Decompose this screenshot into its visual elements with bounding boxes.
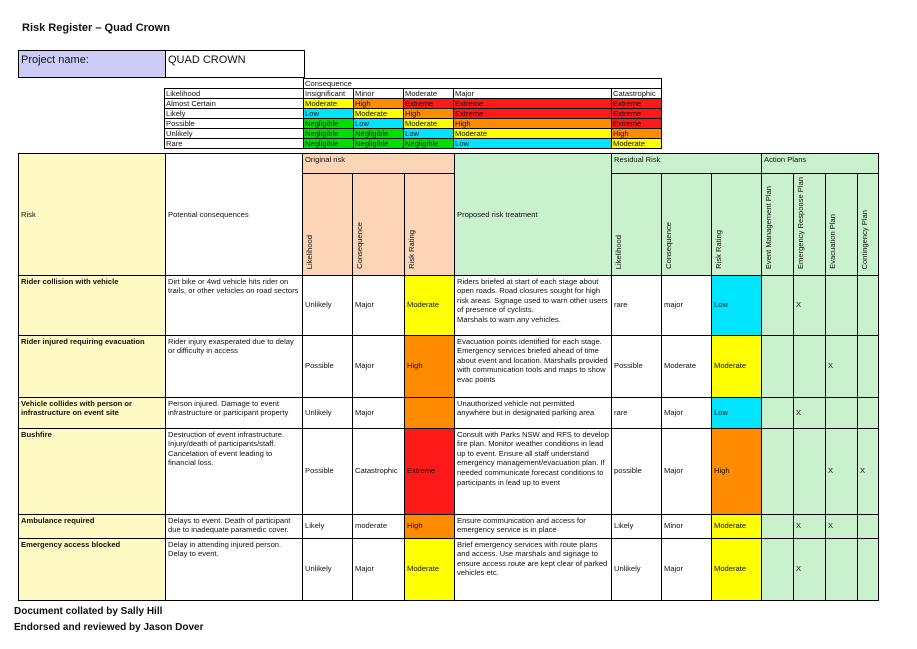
register-orig-risk-rating: High [405, 514, 455, 538]
register-action-contingency-plan [858, 397, 879, 428]
matrix-rating-cell: High [612, 129, 662, 139]
project-name-value: QUAD CROWN [168, 54, 246, 66]
matrix-rating-cell: Negligible [304, 129, 354, 139]
matrix-likelihood-label: Likelihood [165, 89, 304, 99]
register-risk: Emergency access blocked [19, 538, 166, 600]
register-orig-risk-rating: Moderate [405, 275, 455, 335]
register-action-event-management-plan [762, 514, 794, 538]
risk-matrix [164, 78, 662, 149]
register-orig-risk-rating: Extreme [405, 428, 455, 514]
register-action-evacuation-plan [826, 397, 858, 428]
matrix-consequence-header: Minor [354, 89, 404, 99]
register-row [19, 397, 879, 428]
register-action-evacuation-plan: X [826, 428, 858, 514]
register-res-risk-rating: Moderate [712, 514, 762, 538]
register-orig-likelihood: Possible [303, 428, 353, 514]
matrix-row [165, 119, 662, 129]
register-action-event-management-plan [762, 335, 794, 397]
matrix-rating-cell: Negligible [304, 119, 354, 129]
matrix-rating-cell: Negligible [354, 139, 404, 149]
header-evacuation-plan: Evacuation Plan [826, 174, 858, 276]
header-residual-risk: Residual Risk [612, 154, 762, 174]
register-res-likelihood: rare [612, 397, 662, 428]
register-orig-likelihood: Possible [303, 335, 353, 397]
matrix-likelihood: Unlikely [165, 129, 304, 139]
matrix-consequence-header: Moderate [404, 89, 454, 99]
register-action-contingency-plan [858, 514, 879, 538]
register-risk: Rider collision with vehicle [19, 275, 166, 335]
matrix-rating-cell: Negligible [304, 139, 354, 149]
register-orig-likelihood: Likely [303, 514, 353, 538]
register-orig-likelihood: Unlikely [303, 538, 353, 600]
register-action-emergency-response-plan [794, 335, 826, 397]
register-action-emergency-response-plan: X [794, 538, 826, 600]
register-res-consequence: Major [662, 428, 712, 514]
register-res-risk-rating: Moderate [712, 538, 762, 600]
header-original-risk: Original risk [303, 154, 455, 174]
matrix-consequence-header: Major [454, 89, 612, 99]
matrix-likelihood: Almost Certain [165, 99, 304, 109]
project-name-label: Project name: [19, 51, 166, 77]
register-action-evacuation-plan [826, 538, 858, 600]
register-orig-consequence: Major [353, 397, 405, 428]
matrix-likelihood: Likely [165, 109, 304, 119]
register-potential-consequences: Delay in attending injured person. Delay to event. [166, 538, 303, 600]
matrix-row [165, 99, 662, 109]
register-orig-consequence: moderate [353, 514, 405, 538]
register-orig-risk-rating: High [405, 397, 455, 428]
header-consequences: Potential consequences [166, 154, 303, 276]
matrix-rating-cell: Extreme [612, 109, 662, 119]
matrix-rating-cell: High [354, 99, 404, 109]
register-res-likelihood: Possible [612, 335, 662, 397]
register-action-event-management-plan [762, 428, 794, 514]
matrix-row [165, 129, 662, 139]
header-risk: Risk [19, 154, 166, 276]
matrix-consequence-header: Catastrophic [612, 89, 662, 99]
header-action-plans: Action Plans [762, 154, 879, 174]
matrix-likelihood: Rare [165, 139, 304, 149]
matrix-consequence-header: Insignificant [304, 89, 354, 99]
header-treatment: Proposed risk treatment [455, 154, 612, 276]
register-action-event-management-plan [762, 538, 794, 600]
register-risk-treatment: Brief emergency services with route plans and access. Use marshals and signage to ensure access route are kept clear of parked vehicles etc. [455, 538, 612, 600]
register-risk-treatment: Evacuation points identified for each stage. Emergency services briefed ahead of time about event and location. Marshalls provided with communication tools and maps to show evac points [455, 335, 612, 397]
register-potential-consequences: Delays to event. Death of participant due to inadequate paramedic cover. [166, 514, 303, 538]
register-risk-treatment: Riders briefed at start of each stage about open roads. Road closures sought for high risk areas. Signage used to warn other users of presence of cyclists. Marshals to warn any vehicles. [455, 275, 612, 335]
register-action-evacuation-plan: X [826, 514, 858, 538]
header-res-risk-rating: Risk Rating [712, 174, 762, 276]
footer-endorsed: Endorsed and reviewed by Jason Dover [14, 622, 204, 633]
register-res-consequence: Moderate [662, 335, 712, 397]
register-res-likelihood: rare [612, 275, 662, 335]
matrix-row [165, 139, 662, 149]
register-action-contingency-plan [858, 275, 879, 335]
register-orig-consequence: Major [353, 335, 405, 397]
header-res-likelihood: Likelihood [612, 174, 662, 276]
matrix-rating-cell: Extreme [612, 119, 662, 129]
matrix-rating-cell: Low [354, 119, 404, 129]
register-risk: Rider injured requiring evacuation [19, 335, 166, 397]
register-row [19, 428, 879, 514]
register-row [19, 275, 879, 335]
register-row [19, 514, 879, 538]
matrix-rating-cell: Moderate [304, 99, 354, 109]
matrix-rating-cell: Negligible [354, 129, 404, 139]
register-res-consequence: Minor [662, 514, 712, 538]
register-row [19, 335, 879, 397]
register-res-risk-rating: Moderate [712, 335, 762, 397]
header-contingency-plan: Contingency Plan [858, 174, 879, 276]
matrix-rating-cell: Moderate [454, 129, 612, 139]
register-action-emergency-response-plan: X [794, 397, 826, 428]
matrix-rating-cell: Moderate [404, 119, 454, 129]
register-risk: Ambulance required [19, 514, 166, 538]
matrix-rating-cell: Low [304, 109, 354, 119]
matrix-rating-cell: Low [404, 129, 454, 139]
matrix-rating-cell: Moderate [354, 109, 404, 119]
risk-register-table [18, 153, 879, 601]
matrix-rating-cell: Low [454, 139, 612, 149]
register-potential-consequences: Person injured. Damage to event infrastructure or participant property [166, 397, 303, 428]
register-action-contingency-plan: X [858, 428, 879, 514]
header-res-consequence: Consequence [662, 174, 712, 276]
register-action-emergency-response-plan: X [794, 514, 826, 538]
register-res-risk-rating: Low [712, 275, 762, 335]
matrix-rating-cell: Negligible [404, 139, 454, 149]
register-risk-treatment: Consult with Parks NSW and RFS to develop fire plan. Monitor weather conditions in lead up to event. Ensure all staff understand emergency management/evacuation plan. If needed communicate forecast conditions to participants in lead up to event [455, 428, 612, 514]
register-res-consequence: major [662, 275, 712, 335]
register-orig-consequence: Major [353, 538, 405, 600]
register-risk-treatment: Ensure communication and access for emergency service is in place [455, 514, 612, 538]
header-orig-likelihood: Likelihood [303, 174, 353, 276]
register-orig-risk-rating: Moderate [405, 538, 455, 600]
register-res-likelihood: Unlikely [612, 538, 662, 600]
matrix-consequence-label: Consequence [304, 79, 662, 89]
register-action-contingency-plan [858, 538, 879, 600]
register-potential-consequences: Destruction of event infrastructure. Injury/death of participants/staff. Cancelation of event leading to financial loss. [166, 428, 303, 514]
register-action-event-management-plan [762, 275, 794, 335]
register-action-contingency-plan [858, 335, 879, 397]
matrix-rating-cell: Moderate [612, 139, 662, 149]
register-risk: Bushfire [19, 428, 166, 514]
register-risk: Vehicle collides with person or infrastructure on event site [19, 397, 166, 428]
register-action-emergency-response-plan [794, 428, 826, 514]
matrix-rating-cell: Extreme [404, 99, 454, 109]
register-action-evacuation-plan: X [826, 335, 858, 397]
matrix-row [165, 109, 662, 119]
footer-collated: Document collated by Sally Hill [14, 606, 163, 617]
header-event-management-plan: Event Management Plan [762, 174, 794, 276]
register-action-evacuation-plan [826, 275, 858, 335]
register-res-likelihood: possible [612, 428, 662, 514]
register-res-consequence: Major [662, 538, 712, 600]
document-title: Risk Register – Quad Crown [22, 22, 170, 34]
register-action-event-management-plan [762, 397, 794, 428]
register-potential-consequences: Dirt bike or 4wd vehicle hits rider on trails, or other vehicles on road sectors [166, 275, 303, 335]
matrix-rating-cell: Extreme [454, 99, 612, 109]
register-res-consequence: Major [662, 397, 712, 428]
project-name-box [18, 50, 305, 78]
register-action-emergency-response-plan: X [794, 275, 826, 335]
register-potential-consequences: Rider injury exasperated due to delay or difficulty in access [166, 335, 303, 397]
register-orig-risk-rating: High [405, 335, 455, 397]
header-orig-consequence: Consequence [353, 174, 405, 276]
register-orig-likelihood: Unlikely [303, 397, 353, 428]
register-orig-likelihood: Unlikely [303, 275, 353, 335]
register-orig-consequence: Catastrophic [353, 428, 405, 514]
matrix-rating-cell: High [404, 109, 454, 119]
register-res-likelihood: Likely [612, 514, 662, 538]
register-risk-treatment: Unauthorized vehicle not permitted anywhere but in designated parking area [455, 397, 612, 428]
matrix-rating-cell: Extreme [454, 109, 612, 119]
matrix-rating-cell: High [454, 119, 612, 129]
header-emergency-response-plan: Emergency Response Plan [794, 174, 826, 276]
header-orig-risk-rating: Risk Rating [405, 174, 455, 276]
register-res-risk-rating: High [712, 428, 762, 514]
register-res-risk-rating: Low [712, 397, 762, 428]
matrix-rating-cell: Extreme [612, 99, 662, 109]
register-row [19, 538, 879, 600]
matrix-likelihood: Possible [165, 119, 304, 129]
register-orig-consequence: Major [353, 275, 405, 335]
